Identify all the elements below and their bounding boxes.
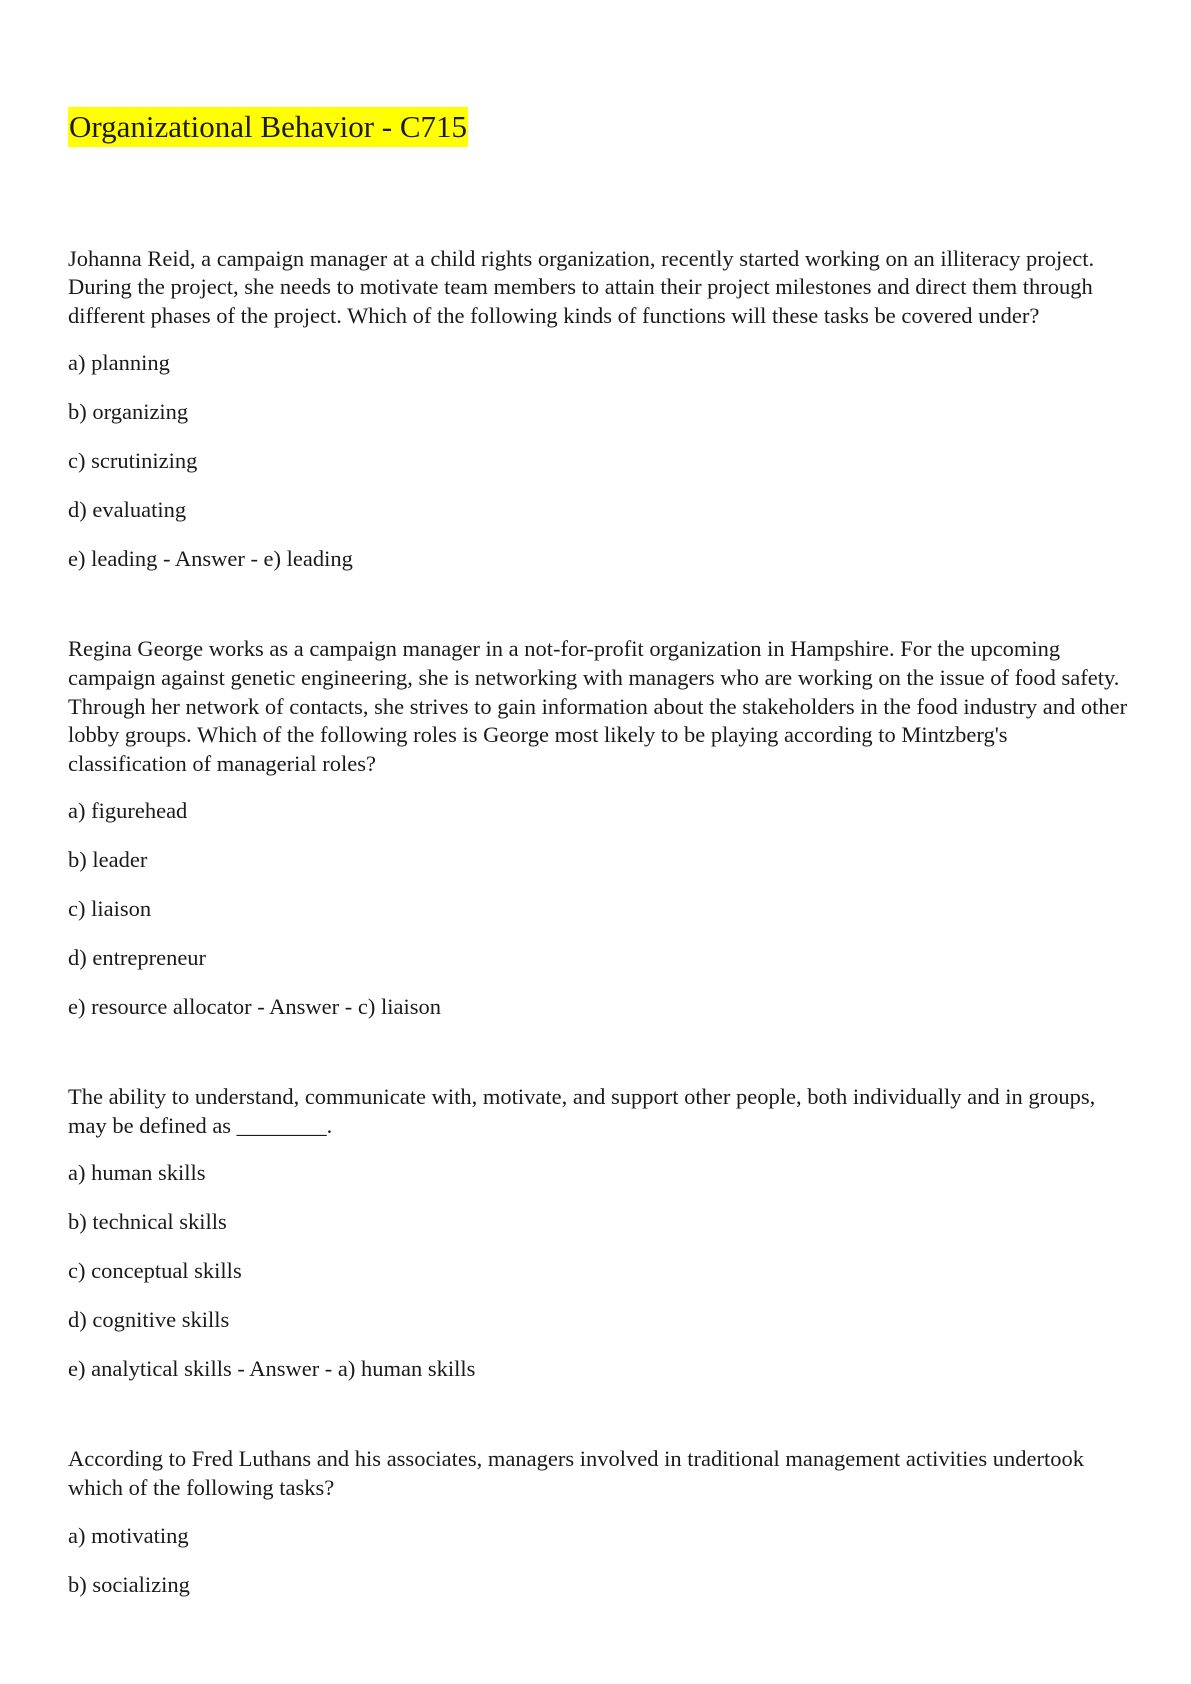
option-d: d) evaluating	[68, 497, 187, 523]
option-d: d) entrepreneur	[68, 945, 207, 971]
option-b: b) leader	[68, 847, 148, 873]
option-b: b) organizing	[68, 399, 189, 425]
option-b: b) technical skills	[68, 1209, 227, 1235]
question-1	[68, 245, 1128, 574]
title-block	[68, 86, 1128, 168]
question-text: Regina George works as a campaign manager in a not-for-profit organization in Hampshire. For the upcoming campaign against genetic engineering, she is networking with managers who are working on the issue of food safety. Through her network of contacts, she strives to gain information about the stakeholders in the food industry and other lobby groups. Which of the following roles is George most likely to be playing according to Mintzberg's classification of managerial roles?	[68, 636, 1128, 776]
option-a: a) planning	[68, 350, 170, 376]
question-text: According to Fred Luthans and his associates, managers involved in traditional management activities undertook which of the following tasks?	[68, 1446, 1084, 1501]
option-d: d) cognitive skills	[68, 1307, 230, 1333]
document-page	[68, 86, 1128, 1661]
question-3	[68, 1083, 1128, 1383]
question-text: Johanna Reid, a campaign manager at a child rights organization, recently started working on an illiteracy project. During the project, she needs to motivate team members to attain their project milestones and direct them through different phases of the project. Which of the following kinds of functions will these tasks be covered under?	[68, 245, 1095, 328]
option-c: c) scrutinizing	[68, 448, 198, 474]
question-text: The ability to understand, communicate with, motivate, and support other people, both individually and in groups, may be defined as ________.	[68, 1084, 1096, 1138]
question-4	[68, 1445, 1128, 1598]
option-a: a) human skills	[68, 1160, 206, 1186]
option-e-with-answer: e) resource allocator - Answer - c) liaison	[68, 994, 441, 1020]
option-a: a) motivating	[68, 1522, 189, 1548]
question-2	[68, 635, 1128, 1021]
option-e-with-answer: e) leading - Answer - e) leading	[68, 546, 353, 572]
document-title: Organizational Behavior - C715	[68, 107, 468, 147]
option-b: b) socializing	[68, 1571, 190, 1597]
option-e-with-answer: e) analytical skills - Answer - a) human skills	[68, 1356, 476, 1382]
option-a: a) figurehead	[68, 798, 188, 824]
option-c: c) liaison	[68, 896, 152, 922]
option-c: c) conceptual skills	[68, 1258, 242, 1284]
